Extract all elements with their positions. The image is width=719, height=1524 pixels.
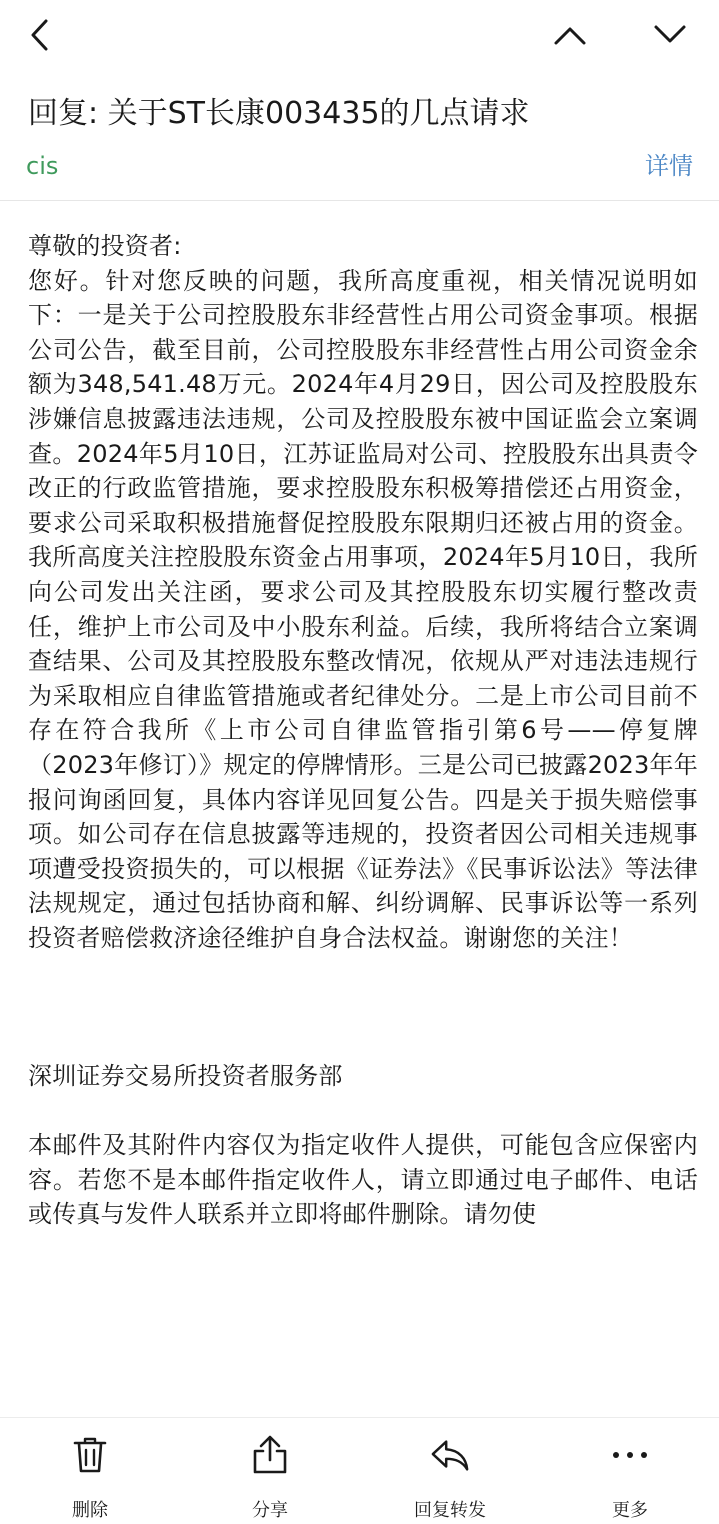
body-paragraph: 您好。针对您反映的问题，我所高度重视，相关情况说明如下：一是关于公司控股股东非经营性占用公司资金事项。根据公司公告，截至目前，公司控股股东非经营性占用公司资金余额为348,541.48万元。2024年4月29日，因公司及控股股东涉嫌信息披露违法违规，公司及控股股东被中国证监会立案调查。2024年5月10日，江苏证监局对公司、控股股东出具责令改正的行政监管措施，要求控股股东积极筹措偿还占用资金，要求公司采取积极措施督促控股股东限期归还被占用的资金。我所高度关注控股股东资金占用事项，2024年5月10日，我所向公司发出关注函，要求公司及其控股股东切实履行整改责任，维护上市公司及中小股东利益。后续，我所将结合立案调查结果、公司及其控股股东整改情况，依规从严对违法违规行为采取相应自律监管措施或者纪律处分。二是上市公司目前不存在符合我所《上市公司自律监管指引第6号——停复牌（2023年修订）》规定的停牌情形。三是公司已披露2023年年报问询函回复，具体内容详见回复公告。四是关于损失赔偿事项。如公司存在信息披露等违规的，投资者因公司相关违规事项遭受投资损失的，可以根据《证券法》《民事诉讼法》等法律法规规定，通过包括协商和解、纠纷调解、民事诉讼等一系列投资者赔偿救济途径维护自身合法权益。谢谢您的关注！ [28,266,698,952]
share-label: 分享 [252,1500,288,1521]
sender-name[interactable]: cis [26,152,59,180]
signature-text: 深圳证券交易所投资者服务部 [28,1062,343,1091]
header-divider [0,200,719,201]
details-link[interactable]: 详情 [645,152,693,180]
chevron-up-icon [553,24,587,46]
disclaimer-text: 本邮件及其附件内容仅为指定收件人提供，可能包含应保密内容。若您不是本邮件指定收件人，请立即通过电子邮件、电话或传真与发件人联系并立即将邮件删除。请勿使 [28,1131,698,1229]
email-body [28,229,698,1417]
email-subject: 回复: 关于ST长康003435的几点请求 [28,96,530,131]
reply-forward-label: 回复转发 [414,1500,486,1521]
top-navigation-bar [0,0,719,70]
bottom-action-bar [0,1417,719,1524]
share-button[interactable] [205,1418,335,1524]
next-email-button[interactable] [640,6,700,64]
more-button[interactable] [565,1418,695,1524]
blank-spacer [28,1094,698,1128]
reply-all-icon [430,1435,470,1475]
delete-label: 删除 [72,1500,108,1521]
back-button[interactable] [10,6,70,64]
greeting-text: 尊敬的投资者: [28,232,182,260]
previous-email-button[interactable] [540,6,600,64]
blank-spacer [28,955,698,1059]
reply-forward-button[interactable] [385,1418,515,1524]
chevron-down-icon [653,24,687,46]
delete-button[interactable] [25,1418,155,1524]
more-horizontal-icon [610,1435,650,1475]
chevron-left-icon [28,17,52,53]
share-icon [250,1435,290,1475]
trash-icon [70,1435,110,1475]
more-label: 更多 [612,1500,648,1521]
